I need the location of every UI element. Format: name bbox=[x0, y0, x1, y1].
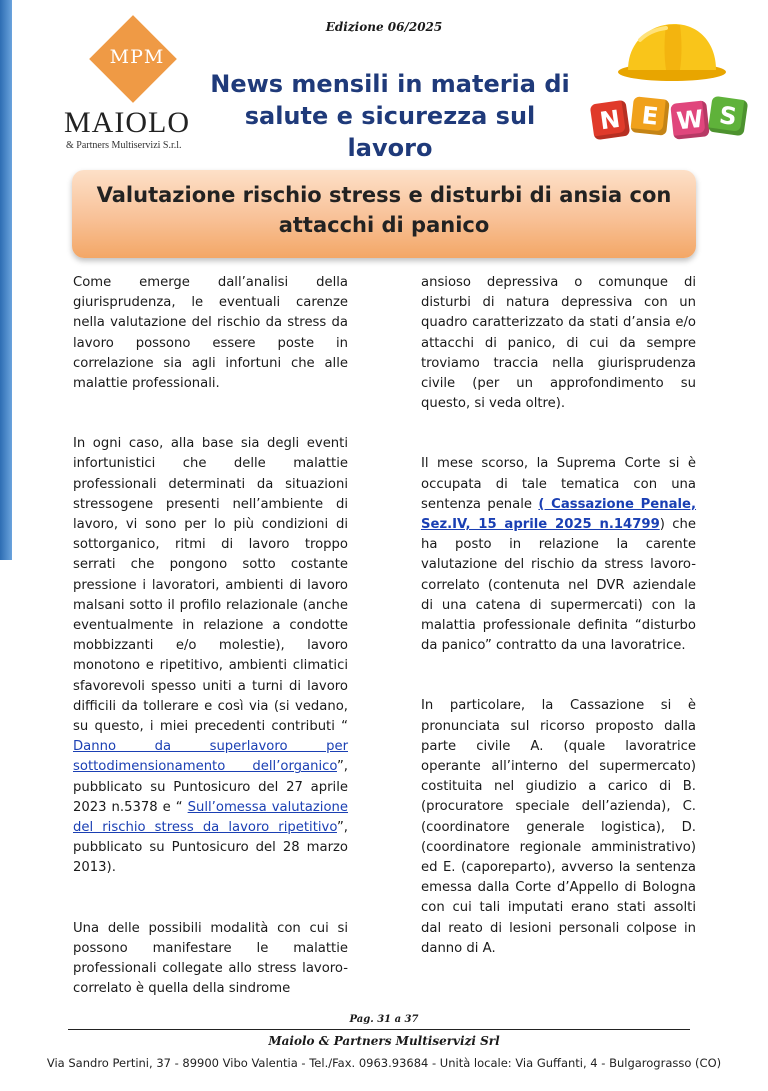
article-title-line1: Valutazione rischio stress e disturbi di ansia con bbox=[96, 183, 672, 207]
left-paragraph-2 bbox=[73, 434, 348, 878]
logo-name: MAIOLO bbox=[64, 106, 190, 139]
news-cube-e: E bbox=[630, 96, 670, 136]
side-accent-bar bbox=[0, 0, 12, 560]
article-title-line2: attacchi di panico bbox=[278, 213, 490, 237]
footer-company-name: Maiolo & Partners Multiservizi Srl bbox=[268, 1034, 500, 1048]
news-cubes bbox=[590, 96, 750, 142]
right-paragraph-1: ansioso depressiva o comunque di disturbi di natura depressiva con un quadro caratterizzato da stati d’ansia e/o attacchi di panico, di cui da sempre troviamo traccia nella giurisprudenza civile (per un approfondimento su questo, si veda oltre). bbox=[421, 275, 696, 412]
right-paragraph-2 bbox=[421, 454, 696, 656]
article-title-banner bbox=[72, 170, 696, 258]
link-cassazione-penale[interactable]: ( Cassazione Penale, Sez.IV, 15 aprile 2025 n.14799 bbox=[421, 496, 697, 533]
news-cube-w: W bbox=[670, 100, 710, 140]
right-paragraph-3: In particolare, la Cassazione si è pronunciata sul ricorso proposto dalla parte civile A. (quale lavoratrice operante all’interno del supermercato) costituita nel giudizio a carico di B. (procuratore speciale dell’azienda), C. (coordinatore generale logistica), D. (coordinatore regionale amministrativo) ed E. (caporeparto), avverso la sentenza emessa dalla Corte d’Appello di Bologna con cui tali imputati erano stati assolti dal reato di lesioni personali colpose in danno di A. bbox=[421, 698, 696, 956]
logo-monogram: MPM bbox=[109, 46, 165, 68]
edition-label: Edizione 06/2025 bbox=[325, 20, 443, 34]
newsletter-title bbox=[205, 68, 575, 164]
left-paragraph-1: Come emerge dall’analisi della giurisprudenza, le eventuali carenze nella valutazione del rischio da stress da lavoro possono essere poste in correlazione sia agli infortuni che alle malattie professionali. bbox=[73, 275, 348, 392]
left-column bbox=[73, 273, 348, 1000]
logo-subtitle: & Partners Multiservizi S.r.l. bbox=[66, 140, 182, 151]
left-p2-text-mid: ”, pubblicato su Puntosicuro del 27 aprile 2023 n.5378 e “ bbox=[73, 759, 348, 815]
news-cube-s: S bbox=[708, 96, 749, 137]
newsletter-title-line2: salute e sicurezza sul lavoro bbox=[244, 102, 536, 162]
link-omessa-valutazione[interactable]: Sull’omessa valutazione del rischio stress da lavoro ripetitivo bbox=[73, 799, 349, 836]
page-number: Pag. 31 a 37 bbox=[349, 1014, 419, 1025]
footer-divider bbox=[68, 1029, 690, 1030]
hard-hat-icon bbox=[614, 20, 726, 82]
link-danno-superlavoro[interactable]: Danno da superlavoro per sottodimensionamento dell’organico bbox=[73, 739, 348, 775]
news-cube-n: N bbox=[590, 100, 631, 141]
left-p2-text-after: ”, pubblicato su Puntosicuro del 28 marzo 2013). bbox=[73, 820, 348, 876]
footer-address: Via Sandro Pertini, 37 - 89900 Vibo Valentia - Tel./Fax. 0963.93684 - Unità locale: Via Guffanti, 4 - Bulgarograsso (CO) bbox=[46, 1056, 722, 1070]
company-logo bbox=[62, 22, 202, 152]
left-paragraph-3: Una delle possibili modalità con cui si possono manifestare le malattie professionali collegate allo stress lavoro-correlato è quella della sindrome bbox=[73, 920, 348, 997]
right-p2-text-after: ) che ha posto in relazione la carente valutazione del rischio da stress lavoro-correlato (contenuta nel DVR aziendale di una catena di supermercati) con la malattia professionale definita “disturbo da panico” contratto da una lavoratrice. bbox=[421, 517, 696, 654]
right-p2-text-before: Il mese scorso, la Suprema Corte si è occupata di tale tematica con una sentenza penale bbox=[421, 456, 696, 512]
left-p2-text-before: In ogni caso, alla base sia degli eventi infortunistici che delle malattie professionali determinati da situazioni stressogene presenti nell’ambiente di lavoro, vi sono per lo più condizioni di sottorganico, ritmi di lavoro troppo serrati che pongono sotto costante pressione i lavoratori, ambienti di lavoro malsani sotto il profilo relazionale (anche eventualmente in relazione a condotte mobbizzanti e/o molestie), lavoro monotono e ripetitivo, ambienti climatici sfavorevoli spesso uniti a turni di lavoro difficili da tollerare e così via (si vedano, su questo, i miei precedenti contributi “ bbox=[73, 436, 348, 735]
newsletter-title-line1: News mensili in materia di bbox=[210, 70, 570, 98]
right-column bbox=[421, 273, 696, 959]
article-title bbox=[72, 180, 696, 240]
